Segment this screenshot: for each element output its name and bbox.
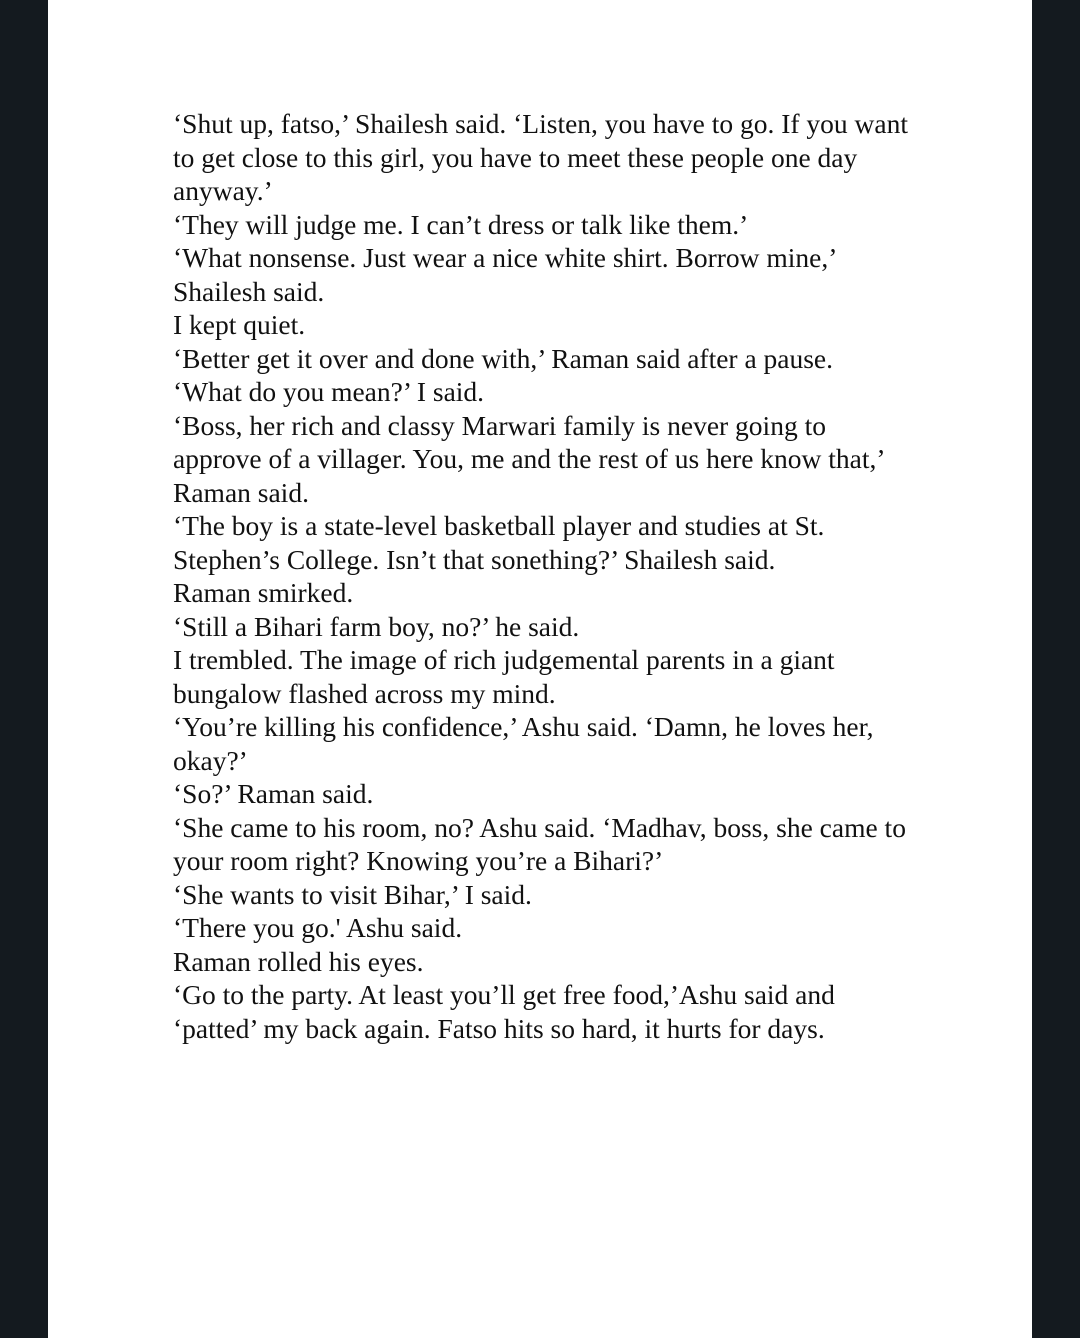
text-line: ‘So?’ Raman said. bbox=[173, 778, 374, 809]
text-line: ‘Go to the party. At least you’ll get free food,’Ashu said and bbox=[173, 979, 835, 1010]
paragraph bbox=[130, 710, 960, 777]
text-line: I trembled. The image of rich judgemental parents in a giant bbox=[173, 644, 835, 675]
paragraph bbox=[130, 945, 960, 979]
text-line: ‘They will judge me. I can’t dress or talk like them.’ bbox=[173, 208, 749, 240]
paragraph bbox=[130, 509, 960, 576]
paragraph bbox=[130, 342, 960, 376]
paragraph bbox=[130, 375, 960, 409]
text-line: ‘Still a Bihari farm boy, no?’ he said. bbox=[173, 610, 580, 642]
text-line: okay?’ bbox=[173, 744, 248, 776]
text-line: ‘She wants to visit Bihar,’ I said. bbox=[173, 878, 532, 910]
text-line: ‘What do you mean?’ I said. bbox=[173, 376, 485, 407]
text-line: Raman rolled his eyes. bbox=[173, 945, 424, 977]
text-line: to get close to this girl, you have to meet these people one day bbox=[173, 141, 858, 173]
paragraph bbox=[130, 777, 960, 811]
text-line: ‘There you go.' Ashu said. bbox=[173, 912, 463, 943]
paragraph bbox=[130, 978, 960, 1045]
text-line: ‘Better get it over and done with,’ Raman said after a pause. bbox=[173, 342, 834, 374]
text-line: ‘What nonsense. Just wear a nice white shirt. Borrow mine,’ bbox=[173, 242, 838, 273]
text-line: ‘The boy is a state-level basketball player and studies at St. bbox=[173, 510, 825, 541]
paragraph bbox=[130, 241, 960, 308]
paragraph bbox=[130, 107, 960, 208]
text-line: I kept quiet. bbox=[173, 309, 306, 340]
text-line: ‘Shut up, fatso,’ Shailesh said. ‘Listen, you have to go. If you want bbox=[173, 108, 908, 139]
text-line: ‘You’re killing his confidence,’ Ashu said. ‘Damn, he loves her, bbox=[173, 711, 874, 742]
text-line: Stephen’s College. Isn’t that sonething?’ Shailesh said. bbox=[173, 543, 776, 575]
text-line: ‘She came to his room, no? Ashu said. ‘Madhav, boss, she came to bbox=[173, 811, 906, 843]
paragraph bbox=[130, 811, 960, 878]
paragraph bbox=[130, 308, 960, 342]
text-line: ‘Boss, her rich and classy Marwari family is never going to bbox=[173, 409, 826, 441]
text-line: bungalow flashed across my mind. bbox=[173, 677, 556, 709]
text-line: Raman smirked. bbox=[173, 577, 354, 608]
paragraph bbox=[130, 911, 960, 945]
text-line: Shailesh said. bbox=[173, 275, 325, 307]
text-line: ‘patted’ my back again. Fatso hits so hard, it hurts for days. bbox=[173, 1012, 825, 1044]
book-page bbox=[48, 0, 1032, 1338]
text-line: Raman said. bbox=[173, 476, 309, 508]
text-line: your room right? Knowing you’re a Bihari?’ bbox=[173, 845, 664, 876]
paragraph bbox=[130, 610, 960, 644]
paragraph bbox=[130, 409, 960, 510]
paragraph bbox=[130, 576, 960, 610]
page-body-text bbox=[130, 107, 960, 1045]
paragraph bbox=[130, 878, 960, 912]
text-line: anyway.’ bbox=[173, 175, 273, 206]
paragraph bbox=[130, 643, 960, 710]
paragraph bbox=[130, 208, 960, 242]
text-line: approve of a villager. You, me and the rest of us here know that,’ bbox=[173, 443, 886, 474]
